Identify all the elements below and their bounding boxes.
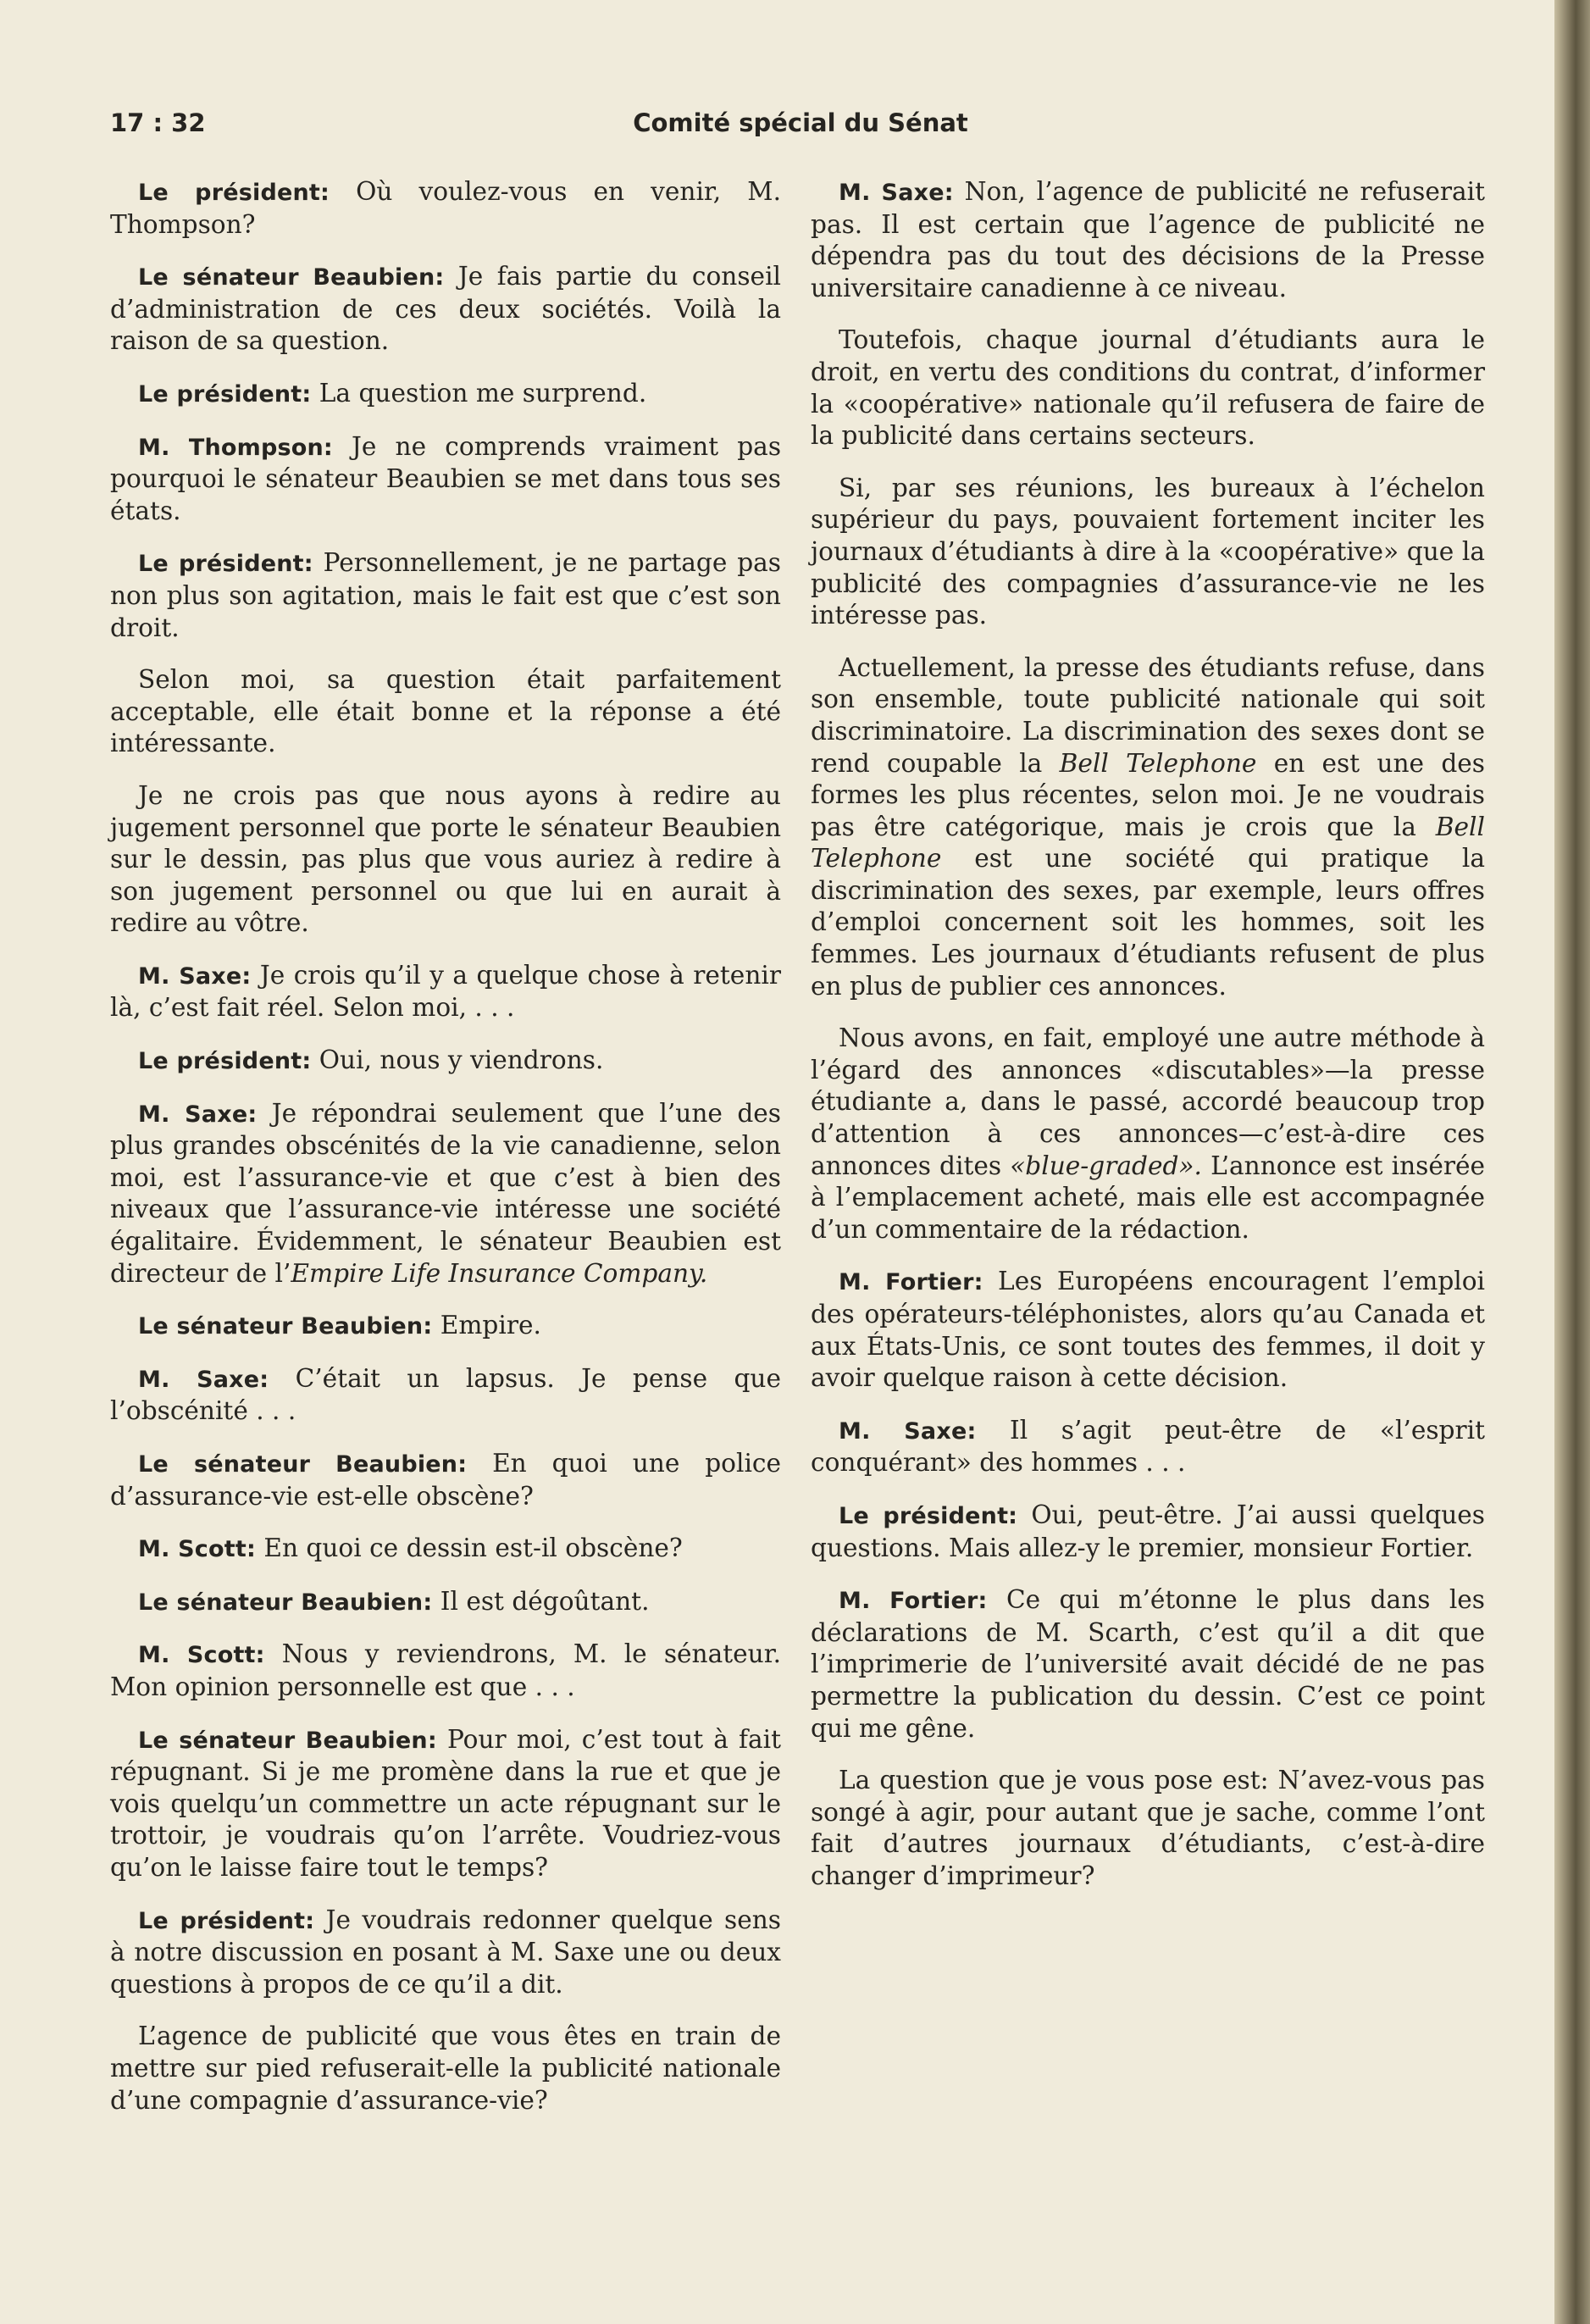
paragraph-text: L’annonce est insérée à l’emplacement acheté, mais elle est accompagnée d’un commentaire de la rédaction. xyxy=(811,1151,1486,1244)
speaker-label: M. Saxe: xyxy=(138,1366,269,1393)
left-column xyxy=(110,176,781,2137)
paragraph-text: Toutefois, chaque journal d’étudiants aura le droit, en vertu des conditions du contrat, d’informer la «coopérative» nationale qu’il refusera de faire de la publicité dans certains secteurs. xyxy=(811,325,1485,451)
paragraph-text: Ce qui m’étonne le plus dans les déclarations de M. Scarth, c’est qu’il a dit que l’imprimerie de l’université avait décidé de ne pas permettre la publication du dessin. C’est ce point qui me gêne. xyxy=(811,1585,1485,1743)
paragraph-text: La question que je vous pose est: N’avez-vous pas songé à agir, pour autant que je sache, comme l’ont fait d’autres journaux d’étudiants, c’est-à-dire changer d’imprimeur? xyxy=(811,1766,1485,1890)
paragraph-text: Non, l’agence de publicité ne refuserait pas. Il est certain que l’agence de publicité ne dépendra pas du tout des décisions de la Presse universitaire canadienne à ce niveau. xyxy=(811,177,1485,302)
speaker-label: Le président: xyxy=(138,1048,312,1075)
paragraph-text: La question me surprend. xyxy=(311,378,647,408)
paragraph xyxy=(811,176,1485,304)
speaker-label: M. Fortier: xyxy=(839,1588,988,1615)
paragraph xyxy=(811,1415,1485,1479)
paragraph xyxy=(110,1533,781,1566)
speaker-label: Le sénateur Beaubien: xyxy=(138,264,445,291)
speaker-label: Le président: xyxy=(138,551,313,578)
paragraph-text: Nous avons, en fait, employé une autre méthode à l’égard des annonces «discutables»—la presse étudiante a, dans le passé, accordé beaucoup trop d’attention à ces annonces—c’est-à-dire ces annonces dites xyxy=(811,1023,1485,1180)
paragraph xyxy=(811,1765,1485,1892)
paragraph-text: Je fais partie du conseil d’administration de ces deux sociétés. Voilà la raison de sa question. xyxy=(110,262,781,356)
speaker-label: Le sénateur Beaubien: xyxy=(138,1589,433,1616)
paragraph-text: Pour moi, c’est tout à fait répugnant. Si je me promène dans la rue et que je vois quelqu’un commettre un acte répugnant sur le trottoir, je voudrais qu’on l’arrête. Voudriez-vous qu’on le laisse faire tout le temps? xyxy=(110,1724,782,1882)
paragraph xyxy=(811,324,1485,452)
paragraph-text: Si, par ses réunions, les bureaux à l’échelon supérieur du pays, pouvaient fortement inciter les journaux d’étudiants à dire à la «coopérative» que la publicité des compagnies d’assurance-vie ne les intéresse pas. xyxy=(811,473,1485,630)
paragraph-text: Je répondrai seulement que l’une des plus grandes obscénités de la vie canadienne, selon moi, est l’assurance-vie et que c’est à bien des niveaux que l’assurance-vie intéresse une société égalitaire. Évidemment, le sénateur Beaubien est directeur de l’ xyxy=(110,1098,781,1288)
paragraph-text: Il s’agit peut-être de «l’esprit conquérant» des hommes . . . xyxy=(811,1415,1485,1478)
paragraph-text: Personnellement, je ne partage pas non plus son agitation, mais le fait est que c’est son droit. xyxy=(110,548,781,642)
paragraph xyxy=(811,652,1485,1003)
paragraph xyxy=(811,1023,1485,1245)
speaker-label: M. Thompson: xyxy=(138,434,333,461)
speaker-label: M. Scott: xyxy=(138,1536,256,1563)
speaker-label: Le sénateur Beaubien: xyxy=(138,1451,468,1478)
paragraph xyxy=(811,1584,1485,1744)
paragraph xyxy=(110,780,781,940)
speaker-label: Le sénateur Beaubien: xyxy=(138,1313,433,1340)
paragraph xyxy=(811,1500,1485,1564)
paragraph-text: Les Européens encouragent l’emploi des opérateurs-téléphonistes, alors qu’au Canada et aux États-Unis, ce sont toutes des femmes, il doit y avoir quelque raison à cette décision. xyxy=(811,1267,1486,1393)
paragraph xyxy=(110,1310,781,1343)
paragraph xyxy=(110,1586,781,1619)
speaker-label: M. Fortier: xyxy=(839,1269,983,1296)
speaker-label: M. Saxe: xyxy=(839,1417,977,1445)
italic-text: Bell Telephone xyxy=(811,812,1485,874)
paragraph-text: Je crois qu’il y a quelque chose à retenir là, c’est fait réel. Selon moi, . . . xyxy=(110,960,781,1023)
paragraph-text: Oui, nous y viendrons. xyxy=(311,1046,604,1075)
paragraph xyxy=(110,1045,781,1078)
speaker-label: Le président: xyxy=(138,380,312,408)
paragraph xyxy=(811,1266,1485,1394)
paragraph-text: en est une des formes les plus récentes, selon moi. Je ne voudrais pas être catégorique, mais je crois que la xyxy=(811,748,1485,841)
paragraph-text: Je ne crois pas que nous ayons à redire au jugement personnel que porte le sénateur Beaubien sur le dessin, pas plus que vous auriez à redire à son jugement personnel ou que lui en aurait à redire au vôtre. xyxy=(110,780,781,938)
paragraph xyxy=(110,1905,781,2001)
paragraph-text: Je voudrais redonner quelque sens à notre discussion en posant à M. Saxe une ou deux questions à propos de ce qu’il a dit. xyxy=(110,1905,781,1999)
speaker-label: Le président: xyxy=(138,1907,315,1934)
italic-text: Empire Life Insurance Company. xyxy=(291,1258,708,1288)
paragraph xyxy=(110,1098,781,1290)
paragraph-text: Oui, peut-être. J’ai aussi quelques questions. Mais allez-y le premier, monsieur Fortier. xyxy=(811,1500,1485,1562)
italic-text: «blue-graded». xyxy=(1010,1151,1202,1180)
paragraph xyxy=(110,378,781,411)
paragraph xyxy=(110,2021,781,2116)
speaker-label: M. Saxe: xyxy=(138,1101,258,1128)
paragraph xyxy=(110,1448,781,1512)
paragraph xyxy=(110,664,781,760)
speaker-label: M. Scott: xyxy=(138,1642,265,1669)
paragraph-text: C’était un lapsus. Je pense que l’obscénité . . . xyxy=(110,1363,781,1426)
paragraph-text: est une société qui pratique la discrimination des sexes, par exemple, leurs offres d’emploi concernent soit les hommes, soit les femmes. Les journaux d’étudiants refusent de plus en plus de publier ces annonces. xyxy=(811,844,1485,1001)
paragraph xyxy=(110,960,781,1024)
paragraph xyxy=(811,473,1485,632)
paragraph xyxy=(110,1363,781,1428)
paragraph-text: En quoi ce dessin est-il obscène? xyxy=(255,1534,683,1563)
binding-gutter xyxy=(1554,0,1590,2324)
paragraph xyxy=(110,547,781,644)
speaker-label: M. Saxe: xyxy=(839,180,954,206)
speaker-label: Le président: xyxy=(138,180,330,206)
paragraph-text: Il est dégoûtant. xyxy=(432,1586,650,1616)
page-number: 17 : 32 xyxy=(110,108,206,137)
paragraph-text: Selon moi, sa question était parfaitement acceptable, elle était bonne et la réponse a été intéressante. xyxy=(110,665,781,758)
paragraph-text: Actuellement, la presse des étudiants refuse, dans son ensemble, toute publicité nationale qui soit discriminatoire. La discrimination des sexes dont se rend coupable la xyxy=(811,652,1485,778)
italic-text: Bell Telephone xyxy=(1059,748,1257,778)
paragraph-text: Je ne comprends vraiment pas pourquoi le sénateur Beaubien se met dans tous ses états. xyxy=(110,431,782,525)
right-column xyxy=(811,176,1485,1913)
paragraph xyxy=(110,1639,781,1703)
paragraph xyxy=(110,431,781,528)
paragraph-text: Nous y reviendrons, M. le sénateur. Mon opinion personnelle est que . . . xyxy=(110,1639,781,1701)
paragraph xyxy=(110,261,781,358)
paragraph-text: Où voulez-vous en venir, M. Thompson? xyxy=(110,177,781,239)
paragraph xyxy=(110,1724,781,1884)
speaker-label: M. Saxe: xyxy=(138,962,252,990)
paragraph xyxy=(110,176,781,241)
running-title: Comité spécial du Sénat xyxy=(633,108,968,137)
paragraph-text: Empire. xyxy=(432,1311,541,1340)
paragraph-text: En quoi une police d’assurance-vie est-elle obscène? xyxy=(110,1449,781,1511)
speaker-label: Le sénateur Beaubien: xyxy=(138,1727,437,1754)
speaker-label: Le président: xyxy=(839,1502,1018,1529)
paragraph-text: L’agence de publicité que vous êtes en train de mettre sur pied refuserait-elle la publicité nationale d’une compagnie d’assurance-vie? xyxy=(110,2022,781,2115)
page-header xyxy=(110,108,1491,146)
